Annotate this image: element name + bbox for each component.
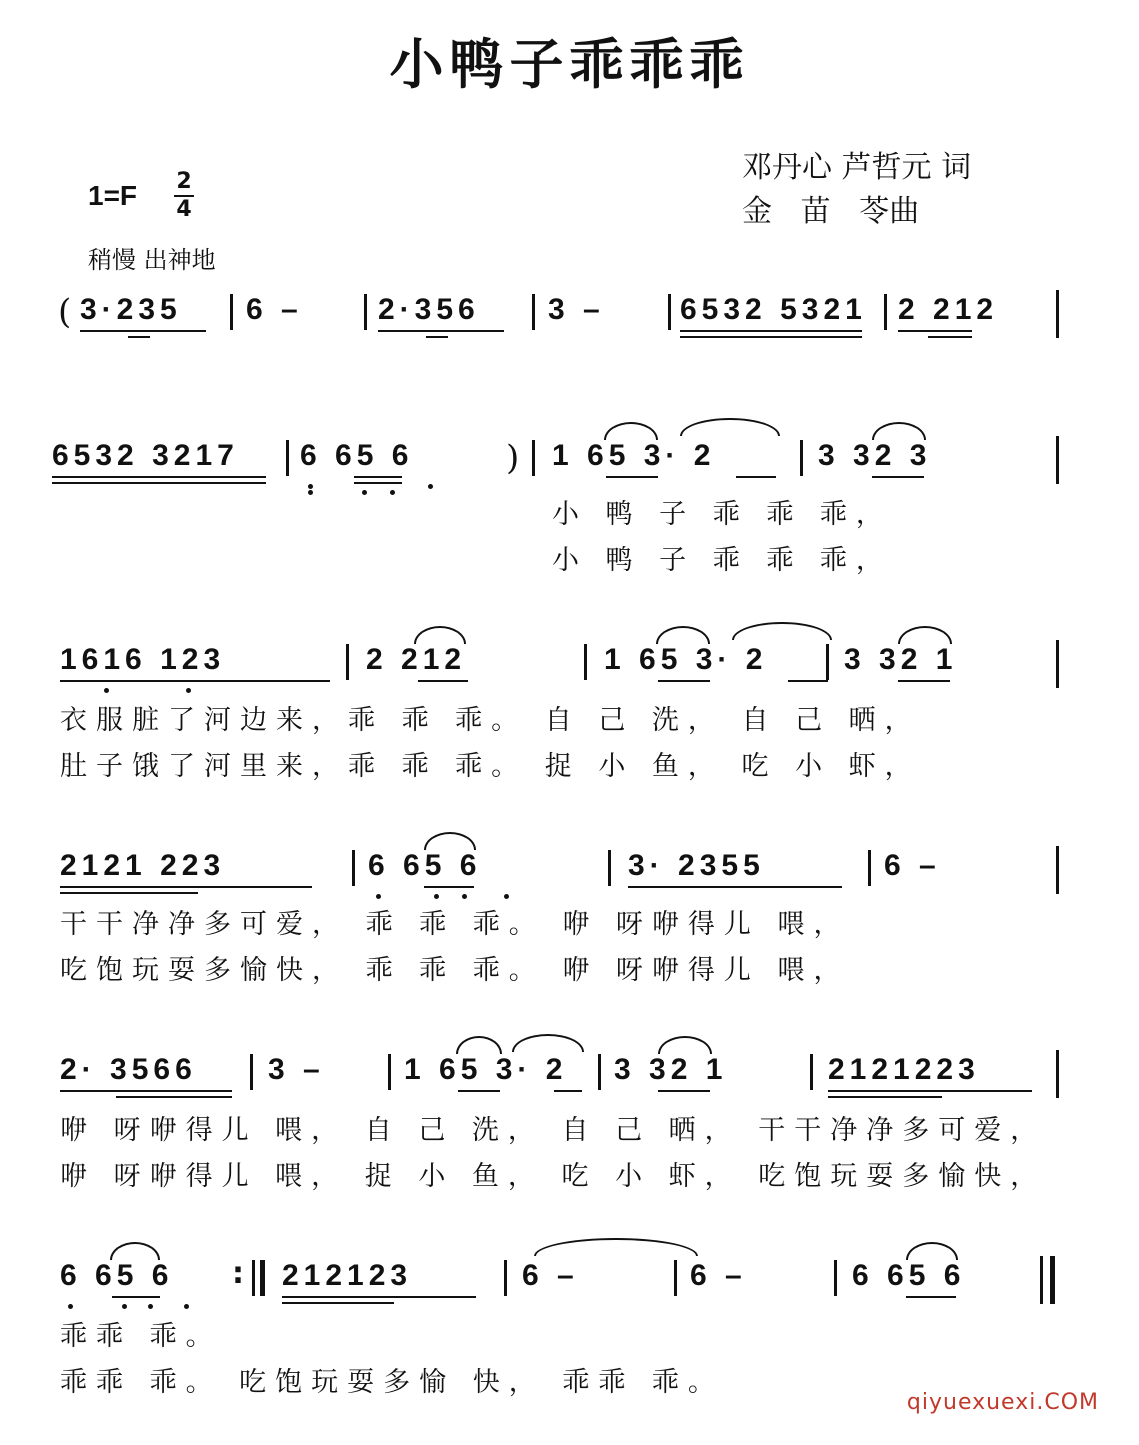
underline xyxy=(282,1302,394,1304)
low-octave-dot xyxy=(504,894,509,899)
low-octave-dot xyxy=(184,1304,189,1309)
slur xyxy=(110,1242,160,1260)
slur xyxy=(656,626,710,644)
slur xyxy=(872,422,926,440)
notes: 6532 3217 xyxy=(52,439,239,472)
lyrics-verse-1: 小 鸭 子 乖 乖 乖， xyxy=(552,499,892,530)
low-octave-dot xyxy=(428,484,433,489)
underline xyxy=(52,482,266,484)
barline xyxy=(504,1260,507,1296)
underline xyxy=(60,1090,232,1092)
barline xyxy=(346,644,349,680)
underline xyxy=(112,1296,160,1298)
barline xyxy=(674,1260,677,1296)
song-title: 小鸭子乖乖乖 xyxy=(389,32,750,96)
underline xyxy=(80,330,206,332)
barline xyxy=(608,850,611,886)
underline xyxy=(424,886,474,888)
low-octave-dot xyxy=(376,894,381,899)
notes: 6 – xyxy=(690,1259,747,1292)
notes: 3 32 1 xyxy=(844,643,958,676)
barline xyxy=(286,440,289,476)
watermark: qiyuexuexi.COM xyxy=(906,1390,1099,1415)
score-row-5 xyxy=(0,1050,1139,1200)
barline xyxy=(532,294,535,330)
barline xyxy=(584,644,587,680)
barline xyxy=(884,294,887,330)
slur xyxy=(680,418,780,436)
close-parenthesis: ) xyxy=(506,438,520,478)
score-row-1 xyxy=(0,290,1139,350)
underline xyxy=(554,1090,582,1092)
notes: 3 – xyxy=(268,1053,325,1086)
repeat-barline-thin xyxy=(252,1260,255,1296)
underline xyxy=(898,330,972,332)
underline xyxy=(788,680,828,682)
barline xyxy=(668,294,671,330)
low-octave-dot xyxy=(68,1304,73,1309)
barline xyxy=(1056,436,1059,484)
key-signature: 1=F xyxy=(88,180,138,211)
barline xyxy=(1056,1050,1059,1098)
barline xyxy=(1056,640,1059,688)
underline xyxy=(658,1090,710,1092)
time-signature-bottom: 4 xyxy=(176,197,192,222)
final-barline-thin xyxy=(1040,1256,1043,1304)
low-octave-dot xyxy=(434,894,439,899)
low-octave-dot xyxy=(462,894,467,899)
time-signature-top: 2 xyxy=(176,169,192,194)
notes: 2·356 xyxy=(378,293,480,326)
underline xyxy=(898,680,950,682)
tempo-marking: 稍慢 出神地 xyxy=(88,246,216,274)
lyrics-verse-2: 小 鸭 子 乖 乖 乖， xyxy=(552,545,892,576)
score-row-6 xyxy=(0,1256,1139,1406)
notes: 2 212 xyxy=(898,293,999,326)
notes: 6 – xyxy=(884,849,941,882)
underline xyxy=(354,476,402,478)
composer-credit: 金 苗 苓曲 xyxy=(742,194,920,229)
final-barline-thick xyxy=(1050,1256,1055,1304)
slur xyxy=(414,626,466,644)
barline xyxy=(250,1054,253,1090)
notes: 2 212 xyxy=(366,643,467,676)
underline xyxy=(378,330,504,332)
underline xyxy=(872,476,924,478)
underline xyxy=(658,680,710,682)
lyricist-credit: 邓丹心 芦哲元 词 xyxy=(742,150,972,185)
notes: 2· 3566 xyxy=(60,1053,197,1086)
barline xyxy=(834,1260,837,1296)
lyrics-verse-2: 肚子饿了河里来，乖 乖 乖。 捉 小 鱼， 吃 小 虾， xyxy=(60,751,921,782)
barline xyxy=(364,294,367,330)
barline xyxy=(598,1054,601,1090)
notes: 212123 xyxy=(282,1259,413,1292)
slur xyxy=(732,622,832,640)
lyrics-verse-1: 咿 呀咿得儿 喂， 自 己 洗， 自 己 晒， 干干净净多可爱， xyxy=(60,1115,1047,1146)
notes: 6 – xyxy=(246,293,303,326)
underline xyxy=(60,886,312,888)
notes: 1 65 3· 2 xyxy=(404,1053,568,1086)
underline xyxy=(282,1296,476,1298)
low-octave-dot xyxy=(390,490,395,495)
low-octave-dot xyxy=(104,688,109,693)
underline xyxy=(418,680,468,682)
slur xyxy=(906,1242,958,1260)
repeat-sign-dots: : xyxy=(232,1256,244,1291)
lyrics-verse-2: 咿 呀咿得儿 喂， 捉 小 鱼， 吃 小 虾， 吃饱玩耍多愉快， xyxy=(60,1161,1047,1192)
low-octave-dot xyxy=(308,490,313,495)
notes: 1 65 3· 2 xyxy=(604,643,768,676)
slur xyxy=(456,1036,502,1054)
notes: 6 65 6 xyxy=(60,1259,174,1292)
underline xyxy=(828,1090,1032,1092)
barline xyxy=(388,1054,391,1090)
open-parenthesis: ( xyxy=(58,292,72,332)
barline xyxy=(826,644,829,680)
notes: 6 65 6 xyxy=(852,1259,966,1292)
low-octave-dot xyxy=(122,1304,127,1309)
score-row-4 xyxy=(0,846,1139,996)
underline xyxy=(680,330,862,332)
slur xyxy=(658,1036,712,1054)
notes: 6 – xyxy=(522,1259,579,1292)
underline xyxy=(628,886,842,888)
low-octave-dot xyxy=(308,484,313,489)
repeat-barline-thick xyxy=(260,1260,265,1296)
underline xyxy=(606,476,658,478)
notes: 3·235 xyxy=(80,293,182,326)
underline xyxy=(426,336,448,338)
notes: 3 32 1 xyxy=(614,1053,728,1086)
underline xyxy=(828,1096,942,1098)
notes: 6 65 6 xyxy=(300,439,414,472)
low-octave-dot xyxy=(148,1304,153,1309)
notes: 6 65 6 xyxy=(368,849,482,882)
lyrics-verse-1: 干干净净多可爱， 乖 乖 乖。 咿 呀咿得儿 喂， xyxy=(60,909,850,940)
score-row-3 xyxy=(0,640,1139,790)
low-octave-dot xyxy=(186,688,191,693)
notes: 1 65 3· 2 xyxy=(552,439,716,472)
notes: 2121223 xyxy=(828,1053,980,1086)
barline xyxy=(532,440,535,476)
underline xyxy=(128,336,150,338)
underline xyxy=(928,336,972,338)
slur xyxy=(512,1034,584,1052)
underline xyxy=(116,1096,232,1098)
notes: 2121 223 xyxy=(60,849,226,882)
credits xyxy=(742,146,971,234)
barline xyxy=(800,440,803,476)
low-octave-dot xyxy=(362,490,367,495)
underline xyxy=(60,680,330,682)
lyrics-verse-2: 吃饱玩耍多愉快， 乖 乖 乖。 咿 呀咿得儿 喂， xyxy=(60,955,850,986)
barline xyxy=(230,294,233,330)
underline xyxy=(680,336,862,338)
barline xyxy=(1056,290,1059,338)
barline xyxy=(1056,846,1059,894)
barline xyxy=(352,850,355,886)
underline xyxy=(60,892,198,894)
score-row-2 xyxy=(0,436,1139,586)
notes: 3 32 3 xyxy=(818,439,932,472)
notes: 1616 123 xyxy=(60,643,226,676)
lyrics-verse-1: 衣服脏了河边来，乖 乖 乖。 自 己 洗， 自 己 晒， xyxy=(60,705,921,736)
underline xyxy=(52,476,266,478)
barline xyxy=(868,850,871,886)
underline xyxy=(458,1090,500,1092)
notes: 6532 5321 xyxy=(680,293,867,326)
underline xyxy=(906,1296,956,1298)
underline xyxy=(354,482,402,484)
time-signature xyxy=(174,170,194,222)
lyrics-verse-2: 乖乖 乖。 吃饱玩耍多愉 快， 乖乖 乖。 xyxy=(60,1367,724,1398)
slur xyxy=(424,832,476,850)
slur xyxy=(898,626,952,644)
underline xyxy=(736,476,776,478)
barline xyxy=(810,1054,813,1090)
tie xyxy=(534,1238,698,1256)
notes: 3 – xyxy=(548,293,605,326)
notes: 3· 2355 xyxy=(628,849,765,882)
slur xyxy=(604,422,658,440)
lyrics-verse-1: 乖乖 乖。 xyxy=(60,1321,222,1352)
